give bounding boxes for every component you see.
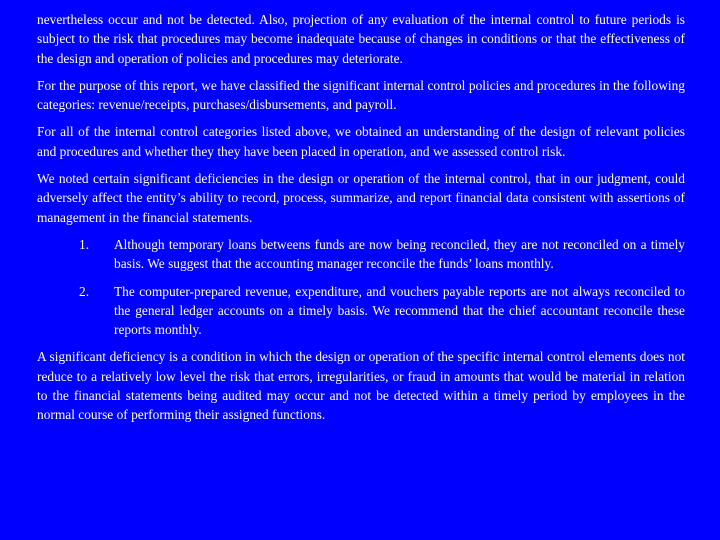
paragraph-understanding-design: For all of the internal control categories listed above, we obtained an understanding of the design of relevant policies and procedures and whether they they have been placed in operation, and we assessed control risk.	[37, 124, 685, 159]
paragraph-report-categories: For the purpose of this report, we have classified the significant internal control policies and procedures in the following categories: revenue/receipts, purchases/disbursements, and payroll.	[37, 77, 685, 113]
paragraph-significant-deficiency-definition: A significant deficiency is a condition in which the design or operation of the specific internal control elements does not reduce to a relatively low level the risk that errors, irregularities, or fraud in amounts that would be material in relation to the financial statements being audited may occur and not be detected within a timely period by employees in the normal course of performing their assigned functions.	[37, 349, 685, 423]
deficiency-list	[37, 235, 685, 339]
paragraph-deficiencies-noted: We noted certain significant deficiencies in the design or operation of the internal control, that in our judgment, could adversely affect the entity’s ability to record, process, summarize, and report financial data consistent with assertions of management in the financial statements.	[37, 171, 685, 225]
list-item	[37, 235, 685, 274]
paragraph-risk-projection: nevertheless occur and not be detected. Also, projection of any evaluation of the internal control to future periods is subject to the risk that procedures may become inadequate because of changes in conditions or that the effectiveness of the design and operation of policies and procedures may deteriorate.	[37, 12, 685, 66]
list-item-number: 1.	[79, 236, 90, 252]
list-item-text: Although temporary loans betweens funds are now being reconciled, they are not reconciled on a timely basis. We suggest that the accounting manager reconcile the funds’ loans monthly.	[114, 236, 685, 272]
list-item-text: The computer-prepared revenue, expenditure, and vouchers payable reports are not always reconciled to the general ledger accounts on a timely basis. We recommend that the chief accountant reconcile these reports monthly.	[114, 283, 685, 338]
list-item-number: 2.	[79, 283, 90, 299]
list-item	[37, 282, 685, 340]
